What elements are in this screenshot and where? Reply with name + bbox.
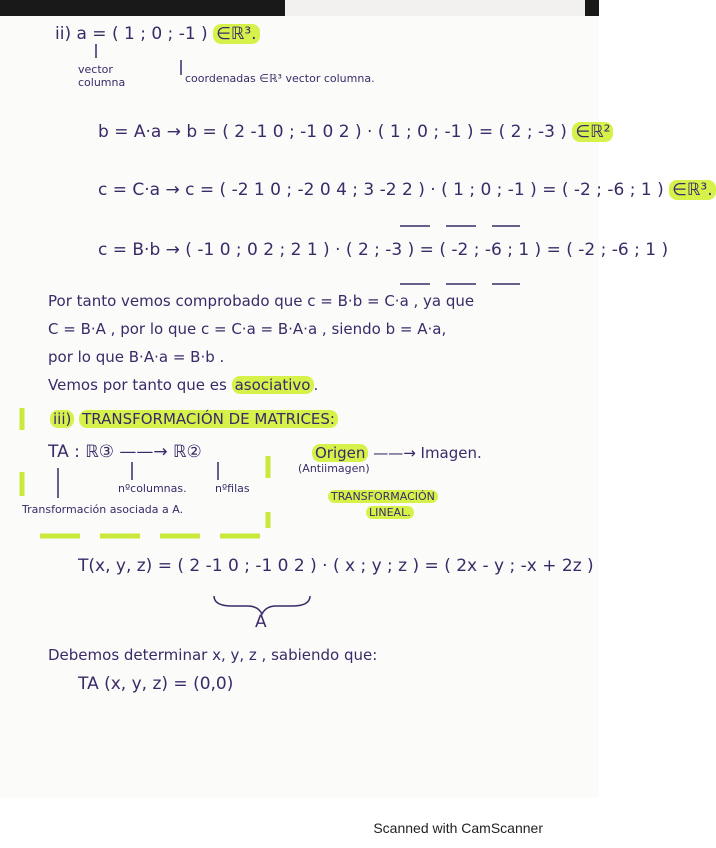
paragraph-line-4-post: . xyxy=(313,376,319,394)
camscanner-watermark: Scanned with CamScanner xyxy=(373,820,543,836)
transformacion-label xyxy=(328,490,438,503)
vector-a-definition xyxy=(55,24,260,44)
paragraph-line-1: Por tanto vemos comprobado que c = B·b = C·a , ya que xyxy=(48,292,475,310)
nfilas-label: nºfilas xyxy=(215,482,250,495)
equation-c-text: c = C·a → c = ( -2 1 0 ; -2 0 4 ; 3 -2 2 ) · ( 1 ; 0 ; -1 ) = ( -2 ; -6 ; 1 ) xyxy=(98,180,664,200)
final-line-2: TA (x, y, z) = (0,0) xyxy=(78,674,234,694)
final-line-1: Debemos determinar x, y, z , sabiendo que: xyxy=(48,646,378,664)
vector-a-text: ii) a = ( 1 ; 0 ; -1 ) xyxy=(55,24,208,44)
paragraph-line-3: por lo que B·A·a = B·b . xyxy=(48,348,225,366)
arrow-imagen: ——→ Imagen. xyxy=(373,444,482,462)
coordenadas-note: coordenadas ∈ℝ³ vector columna. xyxy=(185,72,375,85)
vector-columna-note: vector columna xyxy=(78,63,126,89)
equation-c xyxy=(98,180,716,200)
transformacion-highlight: TRANSFORMACIÓN xyxy=(328,490,438,503)
section-iii-number: iii) xyxy=(50,410,74,428)
r2-highlight: ∈ℝ² xyxy=(572,122,613,142)
equation-b xyxy=(98,122,613,142)
equation-c-bb: c = B·b → ( -1 0 ; 0 2 ; 2 1 ) · ( 2 ; -3 ) = ( -2 ; -6 ; 1 ) = ( -2 ; -6 ; 1 ) xyxy=(98,240,669,260)
origen-imagen xyxy=(312,444,482,462)
section-iii-heading: TRANSFORMACIÓN DE MATRICES: xyxy=(79,410,338,428)
equation-t: T(x, y, z) = ( 2 -1 0 ; -1 0 2 ) · ( x ; y ; z ) = ( 2x - y ; -x + 2z ) xyxy=(78,556,594,576)
r3-highlight-2: ∈ℝ³. xyxy=(669,180,716,200)
lineal-label xyxy=(366,506,414,519)
r3-highlight: ∈ℝ³. xyxy=(213,24,260,44)
asociativo-highlight: asociativo xyxy=(232,376,314,394)
origen-highlight: Origen xyxy=(312,444,368,462)
paragraph-line-4 xyxy=(48,376,318,394)
matrix-a-label: A xyxy=(255,612,267,632)
ncolumnas-label: nºcolumnas. xyxy=(118,482,187,495)
paragraph-line-2: C = B·A , por lo que c = C·a = B·A·a , siendo b = A·a, xyxy=(48,320,447,338)
transformacion-asociada-note: Transformación asociada a A. xyxy=(22,503,184,516)
paragraph-line-4-pre: Vemos por tanto que es xyxy=(48,376,227,394)
scan-top-edge xyxy=(0,0,599,16)
lineal-highlight: LINEAL. xyxy=(366,506,414,519)
antiimagen-label: (Antiimagen) xyxy=(298,462,370,475)
section-iii-title xyxy=(50,410,338,428)
scan-top-gap xyxy=(285,0,585,16)
equation-b-text: b = A·a → b = ( 2 -1 0 ; -1 0 2 ) · ( 1 ; 0 ; -1 ) = ( 2 ; -3 ) xyxy=(98,122,567,142)
ta-mapping: TA : ℝ③ ——→ ℝ② xyxy=(48,442,202,462)
scan-footer xyxy=(0,798,599,848)
